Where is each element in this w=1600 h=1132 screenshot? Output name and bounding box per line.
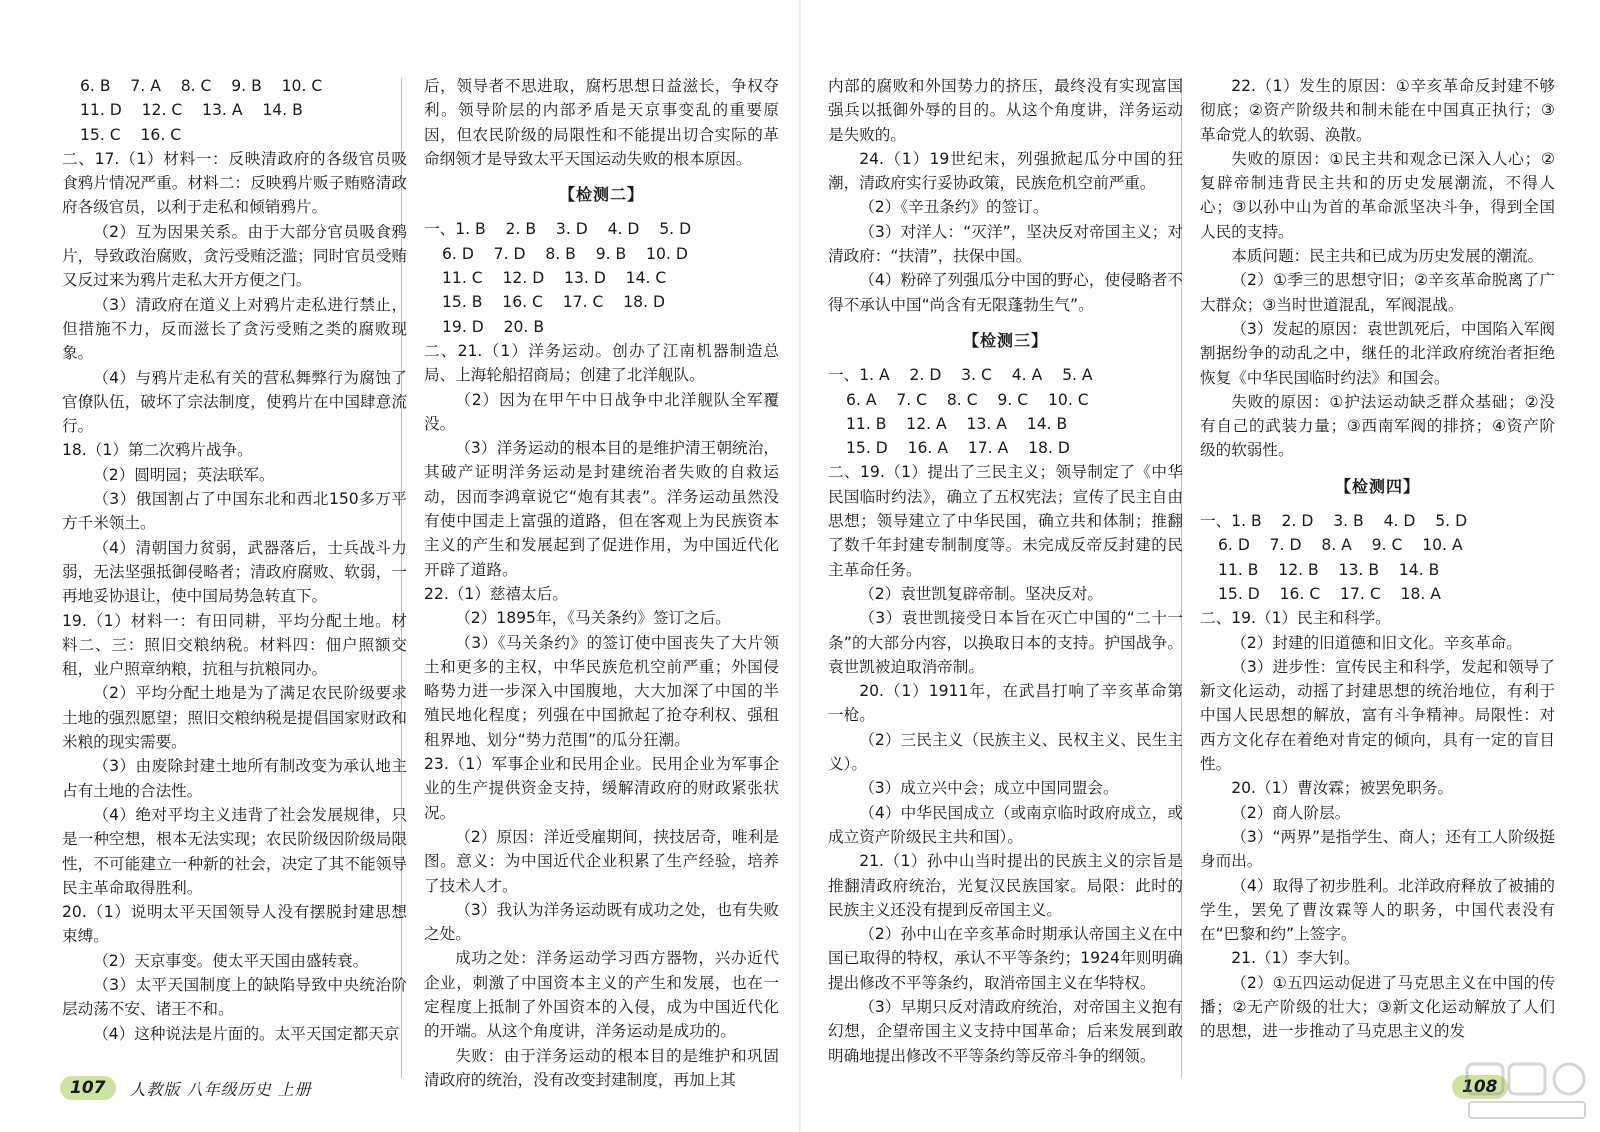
answer-paragraph: 失败：由于洋务运动的根本目的是维护和巩固清政府的统治，没有改变封建制度，再加上其 xyxy=(424,1046,779,1089)
answer-paragraph: 24.（1）19世纪末，列强掀起瓜分中国的狂潮，清政府实行妥协政策，民族危机空前严重。 xyxy=(828,149,1183,193)
answer-paragraph: 二、19.（1）提出了三民主义；领导制定了《中华民国临时约法》，确立了五权宪法；宣传了民主自由思想；领导建立了中华民国，确立共和体制；推翻了数千年封建专制制度等。未完成反帝反封建的民主革命任务。 xyxy=(828,463,1183,579)
answer-row: 6. B 7. A 8. C 9. B 10. C xyxy=(80,77,323,95)
answer-paragraph: （3）“两界”是指学生、商人；还有工人阶级挺身而出。 xyxy=(1200,827,1555,871)
answer-paragraph: （3）袁世凯接受日本旨在灭亡中国的“二十一条”的大部分内容，以换取日本的支持。护国战争。袁世凯被迫取消帝制。 xyxy=(828,609,1183,676)
answer-paragraph: （2）商人阶层。 xyxy=(1231,803,1351,822)
answer-paragraph: （2）平均分配土地是为了满足农民阶级要求土地的强烈愿望；照旧交粮纳税是提倡国家财政和米粮的现实需要。 xyxy=(62,684,407,752)
answer-row: 15. D 16. C 17. C 18. A xyxy=(1218,584,1441,603)
answer-paragraph: （2）封建的旧道德和旧文化。辛亥革命。 xyxy=(1231,633,1522,652)
answer-row: 11. B 12. B 13. B 14. B xyxy=(1218,560,1440,579)
column-1 xyxy=(62,74,407,1046)
watermark-logo-icon xyxy=(1465,1060,1590,1122)
book-fold xyxy=(799,0,801,1132)
answer-paragraph: （3）清政府在道义上对鸦片走私进行禁止，但措施不力，反而滋长了贪污受贿之类的腐败现象。 xyxy=(62,295,407,363)
answer-row: 一、1. A 2. D 3. C 4. A 5. A xyxy=(828,366,1093,385)
answer-row: 11. D 12. C 13. A 14. B xyxy=(80,101,303,120)
answer-paragraph: 22.（1）发生的原因：①辛亥革命反封建不够彻底；②资产阶级共和制未能在中国真正执行；③革命党人的软弱、涣散。 xyxy=(1200,77,1555,144)
answer-paragraph: 成功之处：洋务运动学习西方器物，兴办近代企业，刺激了中国资本主义的产生和发展，也在一定程度上抵制了外国资本的入侵，成为中国近代化的开端。从这个角度讲，洋务运动是成功的。 xyxy=(424,949,779,1041)
answer-paragraph: （2）孙中山在辛亥革命时期承认帝国主义在中国已取得的特权，承认不平等条约；1924年则明确提出修改不平等条约，取消帝国主义在华特权。 xyxy=(828,925,1183,992)
book-info: 人教版 八年级历史 上册 xyxy=(129,1079,312,1099)
answer-paragraph: （3）成立兴中会；成立中国同盟会。 xyxy=(859,779,1119,798)
answer-paragraph: 本质问题：民主共和已成为历史发展的潮流。 xyxy=(1231,247,1544,266)
answer-paragraph: （2）圆明园；英法联军。 xyxy=(93,465,275,484)
answer-row: 一、1. B 2. B 3. D 4. D 5. D xyxy=(424,220,692,239)
answer-paragraph: （3）早期只反对清政府统治，对帝国主义抱有幻想，企望帝国主义支持中国革命；后来发展到敢明确地提出修改不平等条约等反帝斗争的纲领。 xyxy=(828,997,1183,1065)
answer-paragraph: 21.（1）孙中山当时提出的民族主义的宗旨是推翻清政府统治，光复汉民族国家。局限：此时的民族主义还没有提到反帝国主义。 xyxy=(828,852,1183,919)
answer-paragraph: （2）1895年，《马关条约》签订之后。 xyxy=(455,609,731,628)
answer-paragraph: 二、17.（1）材料一：反映清政府的各级官员吸食鸦片情况严重。材料二：反映鸦片贩子贿赂清政府各级官员，以利于走私和倾销鸦片。 xyxy=(62,149,407,217)
answer-paragraph: （3）太平天国制度上的缺陷导致中央统治阶层动荡不安、诸王不和。 xyxy=(62,975,407,1019)
answer-paragraph: （3）我认为洋务运动既有成功之处，也有失败之处。 xyxy=(424,900,779,944)
answer-paragraph: （3）进步性：宣传民主和科学，发起和领导了新文化运动，动摇了封建思想的统治地位，有利于中国人民思想的解放，富有斗争精神。局限性：对西方文化存在着绝对肯定的倾向，具有一定的盲目性。 xyxy=(1200,657,1555,774)
answer-row: 6. D 7. D 8. B 9. B 10. D xyxy=(442,244,688,263)
answer-paragraph: 22.（1）慈禧太后。 xyxy=(424,584,568,603)
answer-paragraph: （2）三民主义（民族主义、民权主义、民生主义）。 xyxy=(828,730,1183,774)
answer-paragraph: （4）粉碎了列强瓜分中国的野心，使侵略者不得不承认中国“尚含有无限蓬勃生气”。 xyxy=(828,271,1183,314)
answer-paragraph: （3）《马关条约》的签订使中国丧失了大片领土和更多的主权，中华民族危机空前严重；外国侵略势力进一步深入中国腹地，大大加深了中国的半殖民地化程度；列强在中国掀起了抢夺利权、强租租界地、划分“势力范围”的瓜分狂潮。 xyxy=(424,633,779,749)
answer-paragraph: 20.（1）曹汝霖；被罢免职务。 xyxy=(1231,779,1454,798)
section-heading: 【检测二】 xyxy=(558,185,644,205)
answer-paragraph: （4）与鸦片走私有关的营私舞弊行为腐蚀了官僚队伍，破坏了宗法制度，使鸦片在中国肆意流行。 xyxy=(62,368,407,436)
answer-row: 15. C 16. C xyxy=(80,125,182,144)
answer-paragraph: 内部的腐败和外国势力的挤压，最终没有实现富国强兵以抵御外辱的目的。从这个角度讲，洋务运动是失败的。 xyxy=(828,77,1183,144)
answer-paragraph: 21.（1）李大钊。 xyxy=(1231,949,1360,968)
answer-paragraph: 20.（1）说明太平天国领导人没有摆脱封建思想束缚。 xyxy=(62,903,407,946)
answer-paragraph: （2）袁世凯复辟帝制。坚决反对。 xyxy=(859,584,1104,603)
answer-paragraph: 后，领导者不思进取，腐朽思想日益滋长，争权夺利。领导阶层的内部矛盾是天京事变乱的重要原因，但农民阶级的局限性和不能提出切合实际的革命纲领才是导致太平天国运动失败的根本原因。 xyxy=(424,77,779,168)
answer-paragraph: （2）①季三的思想守旧；②辛亥革命脱离了广大群众；③当时世道混乱，军阀混战。 xyxy=(1200,271,1555,314)
answer-row: 15. D 16. A 17. A 18. D xyxy=(846,439,1070,458)
answer-paragraph: （3）俄国割占了中国东北和西北150多万平方千米领土。 xyxy=(62,490,407,533)
answer-paragraph: （3）由废除封建土地所有制改变为承认地主占有土地的合法性。 xyxy=(62,757,407,800)
answer-row: 11. B 12. A 13. A 14. B xyxy=(846,414,1068,433)
column-2 xyxy=(424,74,779,1092)
answer-paragraph: 20.（1）1911年，在武昌打响了辛亥革命第一枪。 xyxy=(828,682,1183,725)
answer-row: 15. B 16. C 17. C 18. D xyxy=(442,293,665,312)
answer-paragraph: （2）因为在甲午中日战争中北洋舰队全军覆没。 xyxy=(424,390,779,433)
answer-paragraph: 23.（1）军事企业和民用企业。民用企业为军事企业的生产提供资金支持，缓解清政府的财政紧张状况。 xyxy=(424,755,779,822)
answer-row: 19. D 20. B xyxy=(442,317,545,336)
answer-paragraph: 18.（1）第二次鸦片战争。 xyxy=(62,441,253,460)
answer-paragraph: （3）发起的原因：袁世凯死后，中国陷入军阀割据纷争的动乱之中，继任的北洋政府统治者拒绝恢复《中华民国临时约法》和国会。 xyxy=(1200,319,1555,387)
answer-paragraph: 失败的原因：①护法运动缺乏群众基础；②没有自己的武装力量；③西南军阀的排挤；④资产阶级的软弱性。 xyxy=(1200,392,1555,460)
answer-paragraph: （2）①五四运动促进了马克思主义在中国的传播；②无产阶级的壮大；③新文化运动解放了人们的思想，进一步推动了马克思主义的发 xyxy=(1200,973,1555,1041)
section-heading: 【检测四】 xyxy=(1334,476,1420,496)
answer-paragraph: 19.（1）材料一：有田同耕，平均分配土地。材料二、三：照旧交粮纳税。材料四：佃户照额交租，业户照章纳粮，抗租与抗粮同办。 xyxy=(62,611,407,679)
answer-paragraph: （4）取得了初步胜利。北洋政府释放了被捕的学生，罢免了曹汝霖等人的职务，中国代表没有在“巴黎和约”上签字。 xyxy=(1200,876,1555,944)
answer-row: 一、1. B 2. D 3. B 4. D 5. D xyxy=(1200,512,1468,531)
section-heading: 【检测三】 xyxy=(962,330,1048,350)
answer-paragraph: 二、19.（1）民主和科学。 xyxy=(1200,609,1391,628)
answer-paragraph: （4）绝对平均主义违背了社会发展规律，只是一种空想，根本无法实现；农民阶级因阶级局限性，不可能建立一种新的社会，决定了其不能领导民主革命取得胜利。 xyxy=(62,805,407,897)
answer-paragraph: 二、21.（1）洋务运动。创办了江南机器制造总局、上海轮船招商局；创建了北洋舰队。 xyxy=(424,341,779,385)
page-number-right: 108 xyxy=(1452,1075,1508,1099)
column-4 xyxy=(1200,74,1555,1044)
answer-paragraph: （2）天京事变。使太平天国由盛转衰。 xyxy=(93,951,369,970)
footer-left xyxy=(60,1075,312,1101)
answer-paragraph: （3）洋务运动的根本目的是维护清王朝统治，其破产证明洋务运动是封建统治者失败的自救运动，因而李鸿章说它“炮有其表”。洋务运动虽然没有使中国走上富强的道路，但在客观上为民族资本主义的产生和发展起到了促进作用，为中国近代化开辟了道路。 xyxy=(424,439,779,579)
answer-paragraph: 失败的原因：①民主共和观念已深入人心；②复辟帝制违背民主共和的历史发展潮流，不得人心；③以孙中山为首的革命派坚决斗争，得到全国人民的支持。 xyxy=(1200,149,1555,241)
answer-paragraph: （2）原因：洋近受雇期间，挟技居奇，唯利是图。意义：为中国近代企业积累了生产经验，培养了技术人才。 xyxy=(424,827,779,895)
answer-paragraph: （4）中华民国成立（或南京临时政府成立，或成立资产阶级民主共和国）。 xyxy=(828,803,1183,846)
answer-paragraph: （2）《辛丑条约》的签订。 xyxy=(859,198,1049,217)
answer-paragraph: （4）清朝国力贫弱，武器落后，士兵战斗力弱，无法坚强抵御侵略者；清政府腐败、软弱，一再地妥协退让，使中国局势急转直下。 xyxy=(62,538,407,606)
answer-row: 6. A 7. C 8. C 9. C 10. C xyxy=(846,390,1089,409)
answer-paragraph: （3）对洋人：“灭洋”，坚决反对帝国主义；对清政府：“扶清”，扶保中国。 xyxy=(828,222,1183,266)
column-3 xyxy=(828,74,1183,1068)
answer-paragraph: （4）这种说法是片面的。太平天国定都天京 xyxy=(93,1024,400,1043)
answer-row: 6. D 7. D 8. A 9. C 10. A xyxy=(1218,536,1463,555)
page-number-left: 107 xyxy=(60,1076,116,1100)
answer-row: 11. C 12. D 13. D 14. C xyxy=(442,269,667,288)
answer-paragraph: （2）互为因果关系。由于大部分官员吸食鸦片，导致政治腐败，贪污受贿泛滥；同时官员受贿又反过来为鸦片走私大开方便之门。 xyxy=(62,222,407,290)
